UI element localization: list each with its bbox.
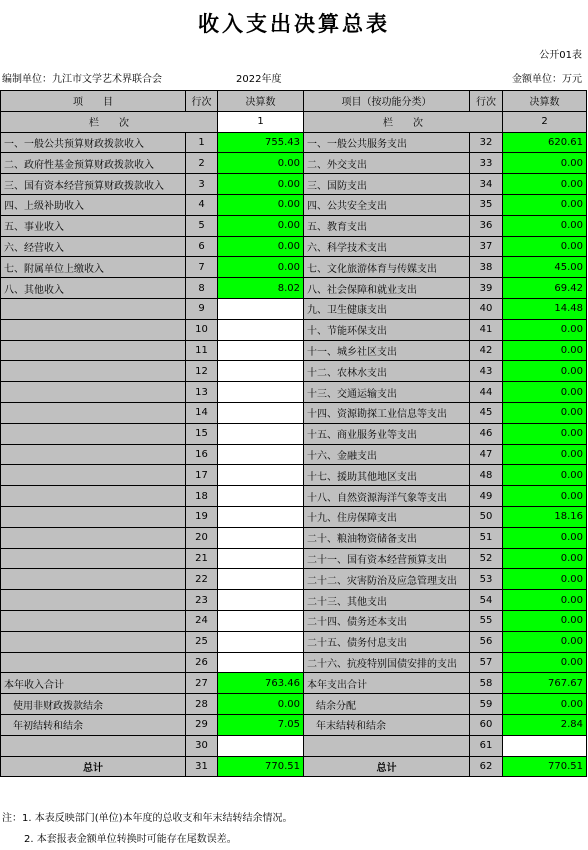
total-row xyxy=(1,756,587,777)
income-amount xyxy=(218,423,304,444)
income-amount: 763.46 xyxy=(218,673,304,694)
income-amount: 0.00 xyxy=(218,694,304,715)
expense-row-no: 55 xyxy=(470,610,503,631)
expense-amount: 0.00 xyxy=(503,527,587,548)
income-row-no: 18 xyxy=(186,486,218,507)
expense-item: 二十三、其他支出 xyxy=(304,590,470,611)
expense-item: 二十、粮油物资储备支出 xyxy=(304,527,470,548)
income-amount: 0.00 xyxy=(218,194,304,215)
table-row xyxy=(1,153,587,174)
income-amount: 0.00 xyxy=(218,153,304,174)
income-item xyxy=(1,735,186,756)
income-row-no: 27 xyxy=(186,673,218,694)
table-row xyxy=(1,194,587,215)
income-amount xyxy=(218,548,304,569)
header-row-no: 行次 xyxy=(186,91,218,112)
expense-row-no: 44 xyxy=(470,382,503,403)
header-item-func: 项目（按功能分类） xyxy=(304,91,470,112)
total-income-amount: 770.51 xyxy=(218,756,304,777)
expense-item: 十八、自然资源海洋气象等支出 xyxy=(304,486,470,507)
income-amount xyxy=(218,465,304,486)
report-title: 收入支出决算总表 xyxy=(198,12,390,36)
income-item xyxy=(1,444,186,465)
income-amount xyxy=(218,569,304,590)
income-row-no: 30 xyxy=(186,735,218,756)
table-row xyxy=(1,506,587,527)
note-1: 注：1. 本表反映部门(单位)本年度的总收支和年末结转结余情况。 xyxy=(2,813,293,824)
expense-item: 五、教育支出 xyxy=(304,215,470,236)
income-item: 四、上级补助收入 xyxy=(1,194,186,215)
income-item xyxy=(1,506,186,527)
table-row xyxy=(1,319,587,340)
income-row-no: 2 xyxy=(186,153,218,174)
income-row-no: 10 xyxy=(186,319,218,340)
income-amount xyxy=(218,340,304,361)
expense-amount: 0.00 xyxy=(503,215,587,236)
note-2: 2. 本套报表金额单位转换时可能存在尾数误差。 xyxy=(24,834,237,845)
income-amount xyxy=(218,402,304,423)
expense-row-no: 59 xyxy=(470,694,503,715)
income-item: 八、其他收入 xyxy=(1,278,186,299)
expense-amount: 0.00 xyxy=(503,423,587,444)
income-amount xyxy=(218,361,304,382)
income-item: 一、一般公共预算财政拨款收入 xyxy=(1,132,186,153)
expense-row-no: 40 xyxy=(470,298,503,319)
total-expense-amount: 770.51 xyxy=(503,756,587,777)
income-row-no: 23 xyxy=(186,590,218,611)
expense-amount: 0.00 xyxy=(503,465,587,486)
income-amount xyxy=(218,590,304,611)
table-row xyxy=(1,527,587,548)
header-row xyxy=(1,91,587,112)
income-item xyxy=(1,423,186,444)
expense-row-no: 43 xyxy=(470,361,503,382)
income-item xyxy=(1,569,186,590)
income-amount xyxy=(218,382,304,403)
expense-item: 二十二、灾害防治及应急管理支出 xyxy=(304,569,470,590)
expense-row-no: 34 xyxy=(470,174,503,195)
income-item: 使用非财政拨款结余 xyxy=(1,694,186,715)
income-item xyxy=(1,527,186,548)
total-income-row-no: 31 xyxy=(186,756,218,777)
total-expense-row-no: 62 xyxy=(470,756,503,777)
expense-item: 四、公共安全支出 xyxy=(304,194,470,215)
table-row xyxy=(1,132,587,153)
expense-item: 二十五、债务付息支出 xyxy=(304,631,470,652)
table-row xyxy=(1,278,587,299)
income-item: 年初结转和结余 xyxy=(1,714,186,735)
expense-amount: 0.00 xyxy=(503,236,587,257)
table-row xyxy=(1,236,587,257)
expense-row-no: 38 xyxy=(470,257,503,278)
table-row xyxy=(1,402,587,423)
expense-item: 二十四、债务还本支出 xyxy=(304,610,470,631)
expense-amount: 0.00 xyxy=(503,194,587,215)
income-amount xyxy=(218,319,304,340)
expense-item: 二十六、抗疫特别国债安排的支出 xyxy=(304,652,470,673)
expense-amount: 767.67 xyxy=(503,673,587,694)
expense-amount: 0.00 xyxy=(503,361,587,382)
expense-item: 十二、农林水支出 xyxy=(304,361,470,382)
expense-row-no: 37 xyxy=(470,236,503,257)
expense-item: 十七、援助其他地区支出 xyxy=(304,465,470,486)
expense-item: 十六、金融支出 xyxy=(304,444,470,465)
expense-item: 二、外交支出 xyxy=(304,153,470,174)
expense-amount: 0.00 xyxy=(503,548,587,569)
income-amount: 0.00 xyxy=(218,215,304,236)
expense-amount: 45.00 xyxy=(503,257,587,278)
expense-item: 六、科学技术支出 xyxy=(304,236,470,257)
income-item xyxy=(1,465,186,486)
expense-item: 九、卫生健康支出 xyxy=(304,298,470,319)
header-amount-2: 决算数 xyxy=(503,91,587,112)
expense-row-no: 57 xyxy=(470,652,503,673)
income-amount xyxy=(218,631,304,652)
income-row-no: 13 xyxy=(186,382,218,403)
income-row-no: 17 xyxy=(186,465,218,486)
table-row xyxy=(1,673,587,694)
expense-row-no: 58 xyxy=(470,673,503,694)
income-item: 本年收入合计 xyxy=(1,673,186,694)
income-item xyxy=(1,298,186,319)
table-row xyxy=(1,714,587,735)
table-row xyxy=(1,340,587,361)
footnotes xyxy=(2,808,293,850)
table-row xyxy=(1,569,587,590)
expense-item: 十一、城乡社区支出 xyxy=(304,340,470,361)
expense-row-no: 46 xyxy=(470,423,503,444)
income-row-no: 14 xyxy=(186,402,218,423)
expense-amount: 0.00 xyxy=(503,486,587,507)
form-number: 公开01表 xyxy=(539,50,582,61)
table-row xyxy=(1,548,587,569)
income-item xyxy=(1,486,186,507)
income-item: 六、经营收入 xyxy=(1,236,186,257)
expense-row-no: 56 xyxy=(470,631,503,652)
income-row-no: 21 xyxy=(186,548,218,569)
income-row-no: 5 xyxy=(186,215,218,236)
table-row xyxy=(1,361,587,382)
income-amount: 8.02 xyxy=(218,278,304,299)
expense-amount: 0.00 xyxy=(503,590,587,611)
income-row-no: 28 xyxy=(186,694,218,715)
income-row-no: 20 xyxy=(186,527,218,548)
expense-item: 十四、资源勘探工业信息等支出 xyxy=(304,402,470,423)
income-row-no: 3 xyxy=(186,174,218,195)
income-item xyxy=(1,590,186,611)
income-amount xyxy=(218,506,304,527)
expense-amount: 0.00 xyxy=(503,382,587,403)
expense-row-no: 51 xyxy=(470,527,503,548)
expense-amount xyxy=(503,735,587,756)
table-row xyxy=(1,215,587,236)
income-row-no: 16 xyxy=(186,444,218,465)
total-income-label: 总计 xyxy=(1,756,186,777)
income-amount xyxy=(218,298,304,319)
header-row-no-2: 行次 xyxy=(470,91,503,112)
income-amount: 755.43 xyxy=(218,132,304,153)
table-row xyxy=(1,631,587,652)
income-row-no: 29 xyxy=(186,714,218,735)
expense-amount: 0.00 xyxy=(503,652,587,673)
table-row xyxy=(1,610,587,631)
income-item: 三、国有资本经营预算财政拨款收入 xyxy=(1,174,186,195)
reporting-unit: 编制单位：九江市文学艺术界联合会 xyxy=(2,74,162,85)
income-amount xyxy=(218,486,304,507)
report-year: 2022年度 xyxy=(236,74,282,85)
expense-amount: 620.61 xyxy=(503,132,587,153)
expense-amount: 0.00 xyxy=(503,631,587,652)
expense-amount: 14.48 xyxy=(503,298,587,319)
expense-row-no: 41 xyxy=(470,319,503,340)
expense-row-no: 54 xyxy=(470,590,503,611)
expense-item: 年末结转和结余 xyxy=(304,714,470,735)
expense-amount: 2.84 xyxy=(503,714,587,735)
expense-amount: 0.00 xyxy=(503,340,587,361)
expense-amount: 0.00 xyxy=(503,694,587,715)
expense-row-no: 42 xyxy=(470,340,503,361)
expense-row-no: 49 xyxy=(470,486,503,507)
expense-item: 本年支出合计 xyxy=(304,673,470,694)
income-amount xyxy=(218,610,304,631)
expense-row-no: 47 xyxy=(470,444,503,465)
income-item xyxy=(1,319,186,340)
expense-row-no: 48 xyxy=(470,465,503,486)
subheader-col-no-1: 1 xyxy=(218,111,304,132)
subheader-col-2: 栏 次 xyxy=(304,111,503,132)
header-amount: 决算数 xyxy=(218,91,304,112)
income-amount: 0.00 xyxy=(218,236,304,257)
table-row xyxy=(1,444,587,465)
expense-row-no: 33 xyxy=(470,153,503,174)
table-row xyxy=(1,174,587,195)
income-row-no: 26 xyxy=(186,652,218,673)
expense-item: 十、节能环保支出 xyxy=(304,319,470,340)
table-row xyxy=(1,423,587,444)
amount-unit: 金额单位：万元 xyxy=(512,74,582,85)
subheader-col-no-2: 2 xyxy=(503,111,587,132)
expense-amount: 0.00 xyxy=(503,174,587,195)
income-row-no: 19 xyxy=(186,506,218,527)
income-row-no: 6 xyxy=(186,236,218,257)
expense-amount: 69.42 xyxy=(503,278,587,299)
table-row xyxy=(1,257,587,278)
income-item: 二、政府性基金预算财政拨款收入 xyxy=(1,153,186,174)
expense-amount: 0.00 xyxy=(503,569,587,590)
income-row-no: 15 xyxy=(186,423,218,444)
expense-amount: 0.00 xyxy=(503,153,587,174)
expense-row-no: 52 xyxy=(470,548,503,569)
income-amount: 0.00 xyxy=(218,174,304,195)
expense-amount: 0.00 xyxy=(503,402,587,423)
expense-amount: 0.00 xyxy=(503,319,587,340)
income-row-no: 24 xyxy=(186,610,218,631)
expense-amount: 0.00 xyxy=(503,444,587,465)
income-row-no: 7 xyxy=(186,257,218,278)
expense-row-no: 45 xyxy=(470,402,503,423)
income-item xyxy=(1,382,186,403)
income-item: 七、附属单位上缴收入 xyxy=(1,257,186,278)
subheader-row xyxy=(1,111,587,132)
expense-row-no: 35 xyxy=(470,194,503,215)
expense-item: 三、国防支出 xyxy=(304,174,470,195)
income-row-no: 22 xyxy=(186,569,218,590)
income-item xyxy=(1,548,186,569)
expense-item: 十九、住房保障支出 xyxy=(304,506,470,527)
income-row-no: 25 xyxy=(186,631,218,652)
income-item xyxy=(1,631,186,652)
income-amount xyxy=(218,444,304,465)
table-row xyxy=(1,465,587,486)
expense-item: 结余分配 xyxy=(304,694,470,715)
expense-amount: 18.16 xyxy=(503,506,587,527)
expense-row-no: 39 xyxy=(470,278,503,299)
income-item xyxy=(1,402,186,423)
income-amount: 7.05 xyxy=(218,714,304,735)
table-row xyxy=(1,694,587,715)
header-item: 项 目 xyxy=(1,91,186,112)
subheader-col: 栏 次 xyxy=(1,111,218,132)
expense-row-no: 50 xyxy=(470,506,503,527)
income-amount xyxy=(218,652,304,673)
expense-item: 七、文化旅游体育与传媒支出 xyxy=(304,257,470,278)
income-item xyxy=(1,340,186,361)
income-expense-table xyxy=(0,90,587,777)
expense-row-no: 32 xyxy=(470,132,503,153)
income-amount: 0.00 xyxy=(218,257,304,278)
income-amount xyxy=(218,735,304,756)
expense-item: 一、一般公共服务支出 xyxy=(304,132,470,153)
table-row xyxy=(1,382,587,403)
income-row-no: 1 xyxy=(186,132,218,153)
expense-amount: 0.00 xyxy=(503,610,587,631)
income-row-no: 11 xyxy=(186,340,218,361)
income-amount xyxy=(218,527,304,548)
expense-item: 十五、商业服务业等支出 xyxy=(304,423,470,444)
income-item xyxy=(1,652,186,673)
expense-item xyxy=(304,735,470,756)
income-item xyxy=(1,361,186,382)
expense-item: 二十一、国有资本经营预算支出 xyxy=(304,548,470,569)
expense-row-no: 60 xyxy=(470,714,503,735)
expense-item: 十三、交通运输支出 xyxy=(304,382,470,403)
income-row-no: 9 xyxy=(186,298,218,319)
total-expense-label: 总计 xyxy=(304,756,470,777)
expense-row-no: 53 xyxy=(470,569,503,590)
table-row xyxy=(1,590,587,611)
table-row xyxy=(1,735,587,756)
expense-item: 八、社会保障和就业支出 xyxy=(304,278,470,299)
table-row xyxy=(1,486,587,507)
income-item xyxy=(1,610,186,631)
expense-row-no: 61 xyxy=(470,735,503,756)
income-row-no: 12 xyxy=(186,361,218,382)
income-row-no: 4 xyxy=(186,194,218,215)
expense-row-no: 36 xyxy=(470,215,503,236)
table-row xyxy=(1,298,587,319)
income-row-no: 8 xyxy=(186,278,218,299)
table-row xyxy=(1,652,587,673)
income-item: 五、事业收入 xyxy=(1,215,186,236)
